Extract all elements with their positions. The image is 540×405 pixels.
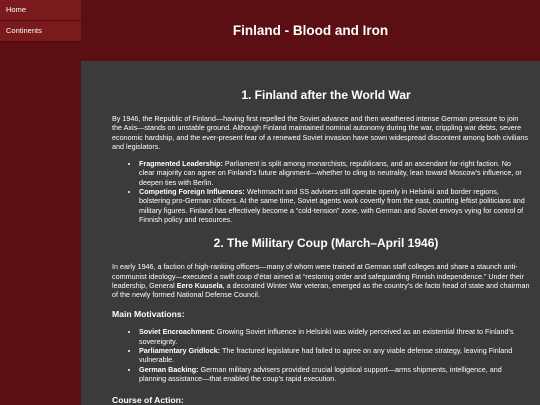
sidebar-item-home[interactable]: Home <box>0 0 81 21</box>
list-item <box>139 187 526 224</box>
page-header <box>81 0 540 61</box>
course-of-action-heading: Course of Action: <box>112 395 184 405</box>
section-1-title: 1. Finland after the World War <box>241 88 411 102</box>
general-name: Eero Kuusela <box>176 280 223 290</box>
bullet-term: Fragmented Leadership: <box>139 159 223 169</box>
bullet-text: Growing Soviet influence in Helsinki was widely perceived as an existential threat to Finland’s sovereignty. <box>139 327 514 346</box>
list-item <box>139 365 526 384</box>
intro-text-after: , a decorated Winter War veteran, emerged as the country’s de facto head of state and chairman of the newly formed National Defense Council. <box>112 280 530 300</box>
page-title: Finland - Blood and Iron <box>232 23 389 38</box>
bullet-term: German Backing: <box>139 364 199 374</box>
bullet-text: Parliament is split among monarchists, republicans, and an ascendant far-right faction. No clear majority can agree on Finland’s future alignment—whether to cling to neutrality, lean toward Moscow’s influence, or deepen ties with Berlin. <box>139 159 522 187</box>
bullet-text: The fractured legislature had failed to agree on any viable defense strategy, leaving Finland vulnerable. <box>139 346 513 365</box>
section-2-title: 2. The Military Coup (March–April 1946) <box>213 236 439 251</box>
section-2-intro <box>112 262 540 299</box>
bullet-term: Competing Foreign Influences: <box>139 187 245 197</box>
bullet-term: Soviet Encroachment: <box>139 327 215 337</box>
bullet-text: German military advisers provided crucial logistical support—arms shipments, intelligence, and planning assistance—that enabled the coup’s rapid execution. <box>139 364 502 383</box>
section-1-intro: By 1946, the Republic of Finland—having first repelled the Soviet advance and then weathered intense German pressure to join the Axis—stands on unstable ground. Although Finland maintained nominal autonomy during the war, crippling war debts, severe economic hardship, and the ever-present fear of a renewed Soviet invasion have sown widespread discontent among both civilians and legislators. <box>112 114 528 151</box>
intro-text-before: In early 1946, a faction of high-ranking officers—many of whom were trained at German staff colleges and share a staunch anti-communist ideology—executed a swift coup d’état aimed at “restoring order and safeguarding Finnish independence.” Under their leadership, General <box>112 262 524 290</box>
motivations-list <box>112 327 540 383</box>
sidebar-item-continents[interactable]: Continents <box>0 21 81 42</box>
motivations-heading: Main Motivations: <box>112 309 185 320</box>
sidebar <box>0 0 81 405</box>
section-1-bullet-list <box>112 159 540 224</box>
list-item <box>139 159 526 187</box>
list-item <box>139 346 526 365</box>
list-item <box>139 327 526 346</box>
bullet-term: Parliamentary Gridlock: <box>139 346 221 356</box>
main-content <box>87 61 540 405</box>
bullet-text: Wehrmacht and SS advisers still operate openly in Helsinki and border regions, bolstering pro-German officers. At the same time, Soviet agents work covertly from the east, courting leftist politicians and military figures. Finland has effectively become a “cold-tension” zone, with German and Soviet envoys vying for control of Finnish policy and resources. <box>139 187 525 224</box>
